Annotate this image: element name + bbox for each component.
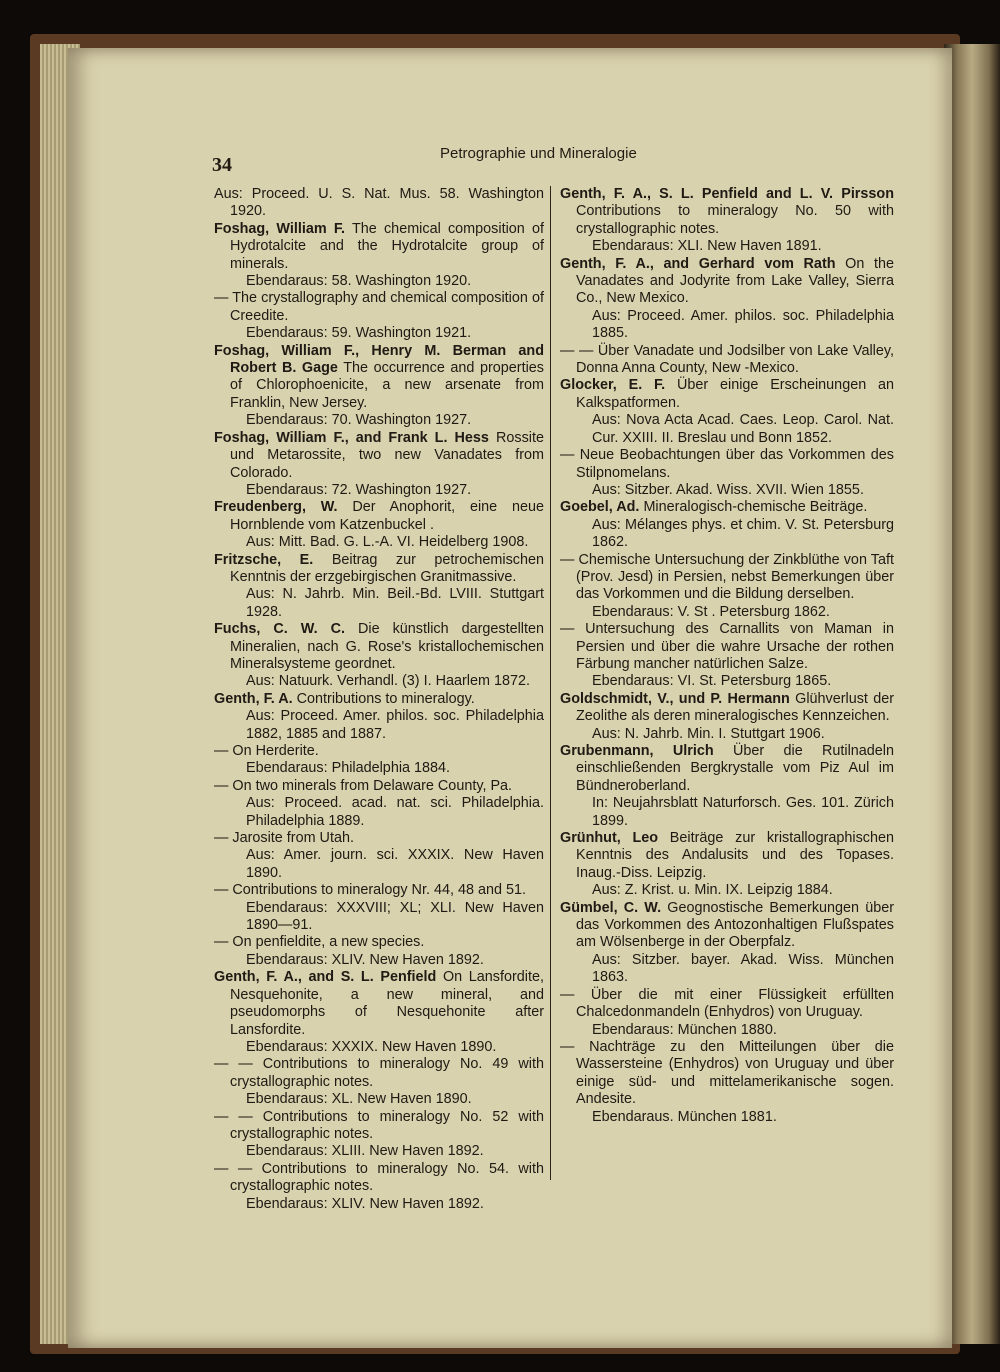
entry-title: The occurrence and properties of Chlorophoenicite, a new arsenate from Franklin, New Jersey. — [230, 360, 544, 411]
bibliography-entry — [214, 430, 544, 500]
entry-source: Ebendaraus: 70. Washington 1927. — [246, 412, 472, 429]
entry-author: Goldschmidt, V., und P. Hermann — [560, 690, 790, 707]
bibliography-entry — [214, 343, 544, 430]
entry-title: On Lansfordite, Nesquehonite, a new mineral, and pseudomorphs of Nesquehonite after Lansfordite. — [230, 969, 544, 1038]
entry-source: Aus: Sitzber. bayer. Akad. Wiss. München 1863. — [592, 951, 894, 986]
entry-title: — Nachträge zu den Mitteilungen über die Wassersteine (Enhydros) von Uruguay und über einige süd- und mittelamerikanische sogen. Andesite. — [560, 1038, 894, 1108]
entry-author: Goebel, Ad. — [560, 499, 640, 516]
bibliography-entry — [560, 1039, 894, 1126]
running-head: Petrographie und Mineralogie — [440, 145, 637, 162]
bibliography-entry — [214, 221, 544, 291]
entry-author: Fuchs, C. W. C. — [214, 621, 345, 638]
entry-title: On the Vanadates and Jodyrite from Lake Valley, Sierra Co., New Mexico. — [576, 255, 895, 307]
bibliography-entry — [560, 343, 894, 378]
entry-title: Über die Rutilnadeln einschließenden Bergkrystalle vom Piz Aul im Bündneroberland. — [576, 743, 895, 794]
entry-source: Ebendaraus: München 1880. — [592, 1021, 777, 1038]
bibliography-entry — [214, 691, 544, 743]
entry-source: Aus: Proceed. acad. nat. sci. Philadelphia. Philadelphia 1889. — [246, 795, 544, 829]
entry-source: Aus: Sitzber. Akad. Wiss. XVII. Wien 1855. — [592, 481, 864, 498]
bibliography-entry — [214, 1161, 544, 1213]
entry-author: Genth, F. A., and S. L. Penfield — [214, 969, 437, 986]
bibliography-entry — [214, 778, 544, 830]
bibliography-entry — [560, 377, 894, 447]
bibliography-entry — [560, 256, 894, 343]
bibliography-entry — [560, 987, 894, 1039]
right-column — [560, 186, 894, 1126]
entry-title: — Contributions to mineralogy Nr. 44, 48 and 51. — [214, 882, 526, 899]
entry-source: Aus: Natuurk. Verhandl. (3) I. Haarlem 1872. — [246, 673, 530, 690]
entry-title: Contributions to mineralogy No. 50 with crystallographic notes. — [576, 203, 894, 237]
bibliography-entry — [214, 186, 544, 221]
entry-title: — — Contributions to mineralogy No. 54. with crystallographic notes. — [214, 1160, 544, 1195]
entry-title: Contributions to mineralogy. — [296, 690, 475, 707]
entry-source: Aus: Z. Krist. u. Min. IX. Leipzig 1884. — [592, 882, 833, 899]
facing-page-edge — [944, 44, 1000, 1344]
entry-source: Ebendaraus: VI. St. Petersburg 1865. — [592, 673, 832, 690]
entry-title: Der Anophorit, eine neue Hornblende vom Katzenbuckel . — [230, 499, 544, 533]
left-column — [214, 186, 544, 1213]
entry-source: Ebendaraus: XLIV. New Haven 1892. — [246, 951, 484, 968]
entry-author: Gümbel, C. W. — [560, 899, 662, 916]
entry-source: Aus: Mitt. Bad. G. L.-A. VI. Heidelberg 1908. — [246, 534, 529, 551]
entry-source: Aus: Proceed. Amer. philos. soc. Philadelphia 1885. — [592, 307, 894, 342]
entry-author: Genth, F. A., and Gerhard vom Rath — [560, 255, 836, 272]
entry-title: Beitrag zur petrochemischen Kenntnis der erzgebirgischen Granitmassive. — [230, 551, 545, 585]
entry-title: Beiträge zur kristallographischen Kenntnis des Andalusits und des Topases. Inaug.-Diss. Leipzig. — [576, 830, 895, 881]
entry-title: — Jarosite from Utah. — [214, 830, 354, 847]
column-divider — [550, 186, 551, 1180]
entry-author: Fritzsche, E. — [214, 551, 314, 568]
entry-title: — Untersuchung des Carnallits von Maman in Persien und über die wahre Ursache der rothen Färbung mancher natürlichen Salze. — [560, 621, 894, 672]
entry-author: Freudenberg, W. — [214, 499, 338, 516]
bibliography-entry — [214, 830, 544, 882]
entry-title: — On Herderite. — [214, 743, 319, 759]
entry-source: Ebendaraus: 72. Washington 1927. — [246, 481, 472, 498]
entry-title: — The crystallography and chemical composition of Creedite. — [214, 290, 544, 324]
entry-source: Aus: Amer. journ. sci. XXXIX. New Haven 1890. — [246, 847, 544, 881]
bibliography-entry — [214, 934, 544, 969]
bibliography-entry — [560, 621, 894, 691]
entry-source: Ebendaraus: XLI. New Haven 1891. — [592, 238, 822, 255]
entry-title: Mineralogisch-chemische Beiträge. — [643, 499, 868, 516]
entry-author: Genth, F. A. — [214, 690, 293, 707]
bibliography-entry — [560, 743, 894, 830]
entry-source: Aus: N. Jahrb. Min. I. Stuttgart 1906. — [592, 725, 825, 742]
entry-title: Aus: Proceed. U. S. Nat. Mus. 58. Washington 1920. — [214, 186, 544, 220]
bibliography-entry — [214, 1109, 544, 1161]
bibliography-entry — [560, 691, 894, 743]
bibliography-entry — [214, 969, 544, 1056]
entry-title: — — Contributions to mineralogy No. 52 with crystallographic notes. — [214, 1108, 544, 1142]
bibliography-entry — [560, 830, 894, 900]
entry-title: — On two minerals from Delaware County, Pa. — [214, 777, 513, 794]
entry-source: Ebendaraus: 58. Washington 1920. — [246, 273, 472, 290]
bibliography-entry — [214, 290, 544, 342]
entry-title: Geognostische Bemerkungen über das Vorkommen des Antozonhaltigen Flußspates am Wölsenberge in der Oberpfalz. — [576, 899, 894, 951]
entry-source: Aus: Nova Acta Acad. Caes. Leop. Carol. Nat. Cur. XXIII. II. Breslau und Bonn 1852. — [592, 412, 894, 446]
bibliography-entry — [560, 447, 894, 499]
entry-title: Rossite und Metarossite, two new Vanadates from Colorado. — [230, 429, 544, 481]
entry-source: Ebendaraus: V. St . Petersburg 1862. — [592, 603, 830, 620]
entry-title: — On penfieldite, a new species. — [214, 934, 425, 951]
entry-source: Ebendaraus: Philadelphia 1884. — [246, 760, 451, 777]
page-number: 34 — [212, 154, 232, 176]
entry-author: Glocker, E. F. — [560, 377, 666, 394]
entry-source: In: Neujahrsblatt Naturforsch. Ges. 101. Zürich 1899. — [592, 795, 894, 829]
entry-author: Foshag, William F., Henry M. Berman and Robert B. Gage — [214, 342, 544, 377]
entry-source: Aus: Proceed. Amer. philos. soc. Philadelphia 1882, 1885 and 1887. — [246, 708, 544, 742]
bibliography-entry — [214, 882, 544, 934]
entry-author: Genth, F. A., S. L. Penfield and L. V. Pirsson — [560, 186, 894, 202]
entry-source: Ebendaraus: XLIII. New Haven 1892. — [246, 1143, 484, 1160]
entry-source: Ebendaraus: 59. Washington 1921. — [246, 325, 472, 342]
entry-title: — — Über Vanadate und Jodsilber von Lake Valley, Donna Anna County, New -Mexico. — [560, 342, 894, 377]
bibliography-entry — [214, 499, 544, 551]
entry-title: — Über die mit einer Flüssigkeit erfüllten Chalcedonmandeln (Enhydros) von Uruguay. — [560, 986, 894, 1021]
entry-title: The chemical composition of Hydrotalcite and the Hydrotalcite group of minerals. — [230, 220, 544, 272]
entry-source: Ebendaraus: XXXVIII; XL; XLI. New Haven 1890—91. — [246, 899, 544, 934]
entry-source: Ebendaraus: XXXIX. New Haven 1890. — [246, 1038, 497, 1055]
bibliography-entry — [214, 1056, 544, 1108]
bibliography-entry — [560, 552, 894, 622]
entry-title: — Neue Beobachtungen über das Vorkommen des Stilpnomelans. — [560, 447, 894, 481]
entry-source: Ebendaraus. München 1881. — [592, 1108, 777, 1125]
entry-title: — Chemische Untersuchung der Zinkblüthe von Taft (Prov. Jesd) in Persien, nebst Bemerkungen über das Vorkommen und die Bildung derselben. — [560, 551, 894, 603]
bibliography-entry — [214, 552, 544, 622]
entry-source: Ebendaraus: XLIV. New Haven 1892. — [246, 1195, 484, 1212]
entry-title: Die künstlich dargestellten Mineralien, nach G. Rose's kristallochemischen Mineralsysteme geordnet. — [230, 621, 545, 672]
entry-title: Glühverlust der Zeolithe als deren mineralogisches Kennzeichen. — [576, 690, 895, 725]
bibliography-entry — [560, 900, 894, 987]
entry-source: Aus: Mélanges phys. et chim. V. St. Petersburg 1862. — [592, 516, 894, 551]
bibliography-entry — [214, 743, 544, 778]
entry-source: Aus: N. Jahrb. Min. Beil.-Bd. LVIII. Stuttgart 1928. — [246, 586, 544, 620]
bibliography-entry — [214, 621, 544, 691]
entry-author: Grünhut, Leo — [560, 830, 659, 847]
entry-author: Grubenmann, Ulrich — [560, 743, 714, 759]
entry-author: Foshag, William F. — [214, 220, 346, 237]
entry-author: Foshag, William F., and Frank L. Hess — [214, 429, 489, 446]
bibliography-entry — [560, 499, 894, 551]
entry-title: — — Contributions to mineralogy No. 49 with crystallographic notes. — [214, 1056, 544, 1090]
bibliography-entry — [560, 186, 894, 256]
entry-title: Über einige Erscheinungen an Kalkspatformen. — [576, 377, 895, 411]
entry-source: Ebendaraus: XL. New Haven 1890. — [246, 1091, 472, 1108]
